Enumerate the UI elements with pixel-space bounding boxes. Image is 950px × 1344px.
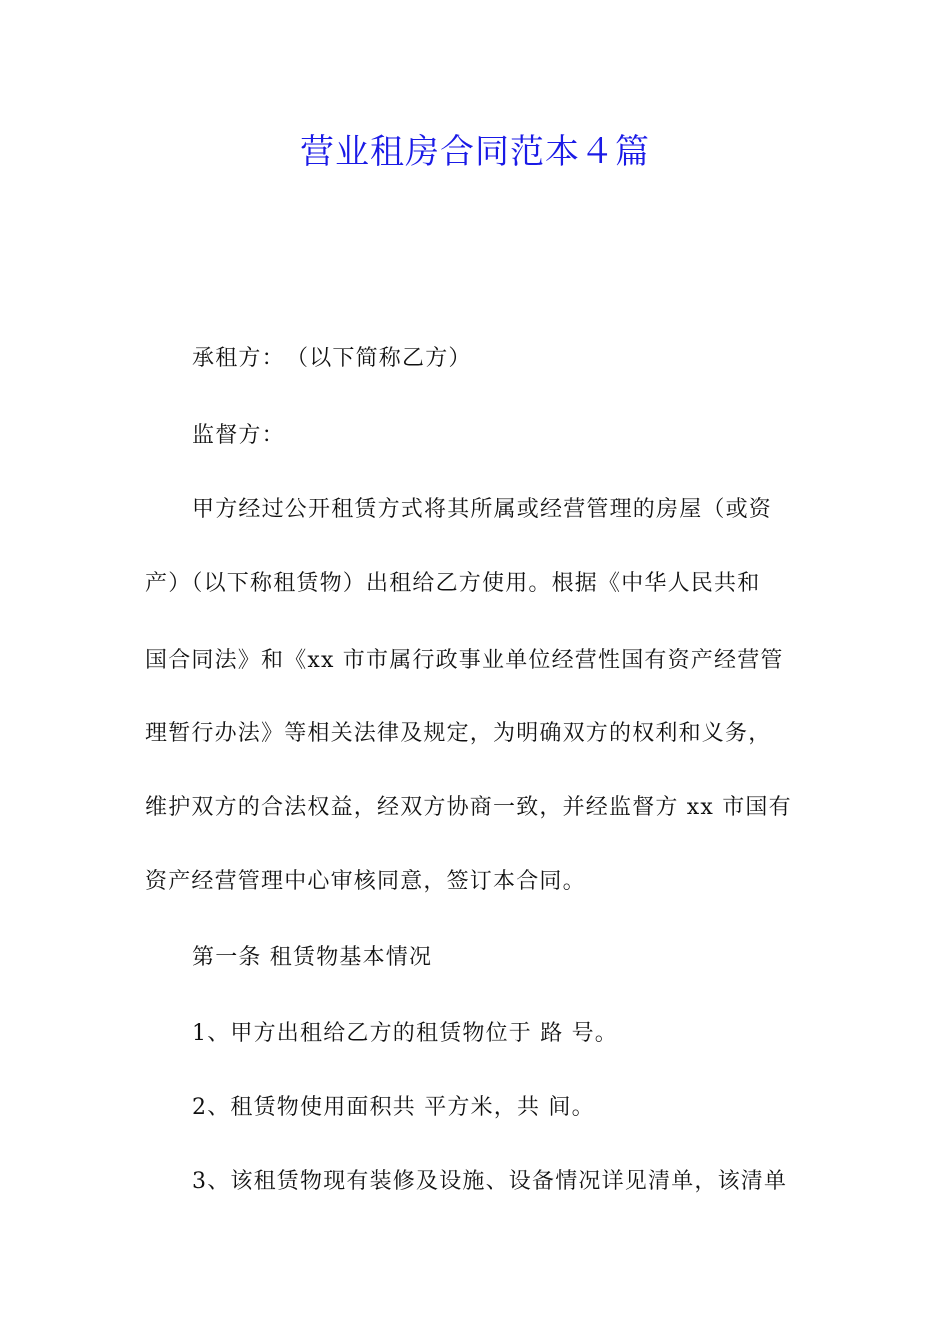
clause-item: 2、租赁物使用面积共 平方米，共 间。 xyxy=(192,1095,595,1120)
clause-item: 3、该租赁物现有装修及设施、设备情况详见清单，该清单 xyxy=(192,1169,788,1194)
paragraph-line: 理暂行办法》等相关法律及规定，为明确双方的权利和义务， xyxy=(145,721,772,746)
clause-item: 1、甲方出租给乙方的租赁物位于 路 号。 xyxy=(192,1021,618,1046)
paragraph-line: 维护双方的合法权益，经双方协商一致，并经监督方 xx 市国有 xyxy=(145,795,792,820)
paragraph-line: 甲方经过公开租赁方式将其所属或经营管理的房屋（或资 xyxy=(192,497,773,522)
paragraph-line: 产）（以下称租赁物）出租给乙方使用。根据《中华人民共和 xyxy=(145,571,761,596)
paragraph-line: 国合同法》和《xx 市市属行政事业单位经营性国有资产经营管 xyxy=(145,648,784,673)
tenant-line: 承租方： （以下简称乙方） xyxy=(192,346,472,371)
paragraph-line: 资产经营管理中心审核同意，签订本合同。 xyxy=(145,869,586,894)
article-heading: 第一条 租赁物基本情况 xyxy=(192,945,433,970)
document-title: 营业租房合同范本４篇 xyxy=(300,132,650,172)
supervisor-line: 监督方： xyxy=(192,423,285,448)
